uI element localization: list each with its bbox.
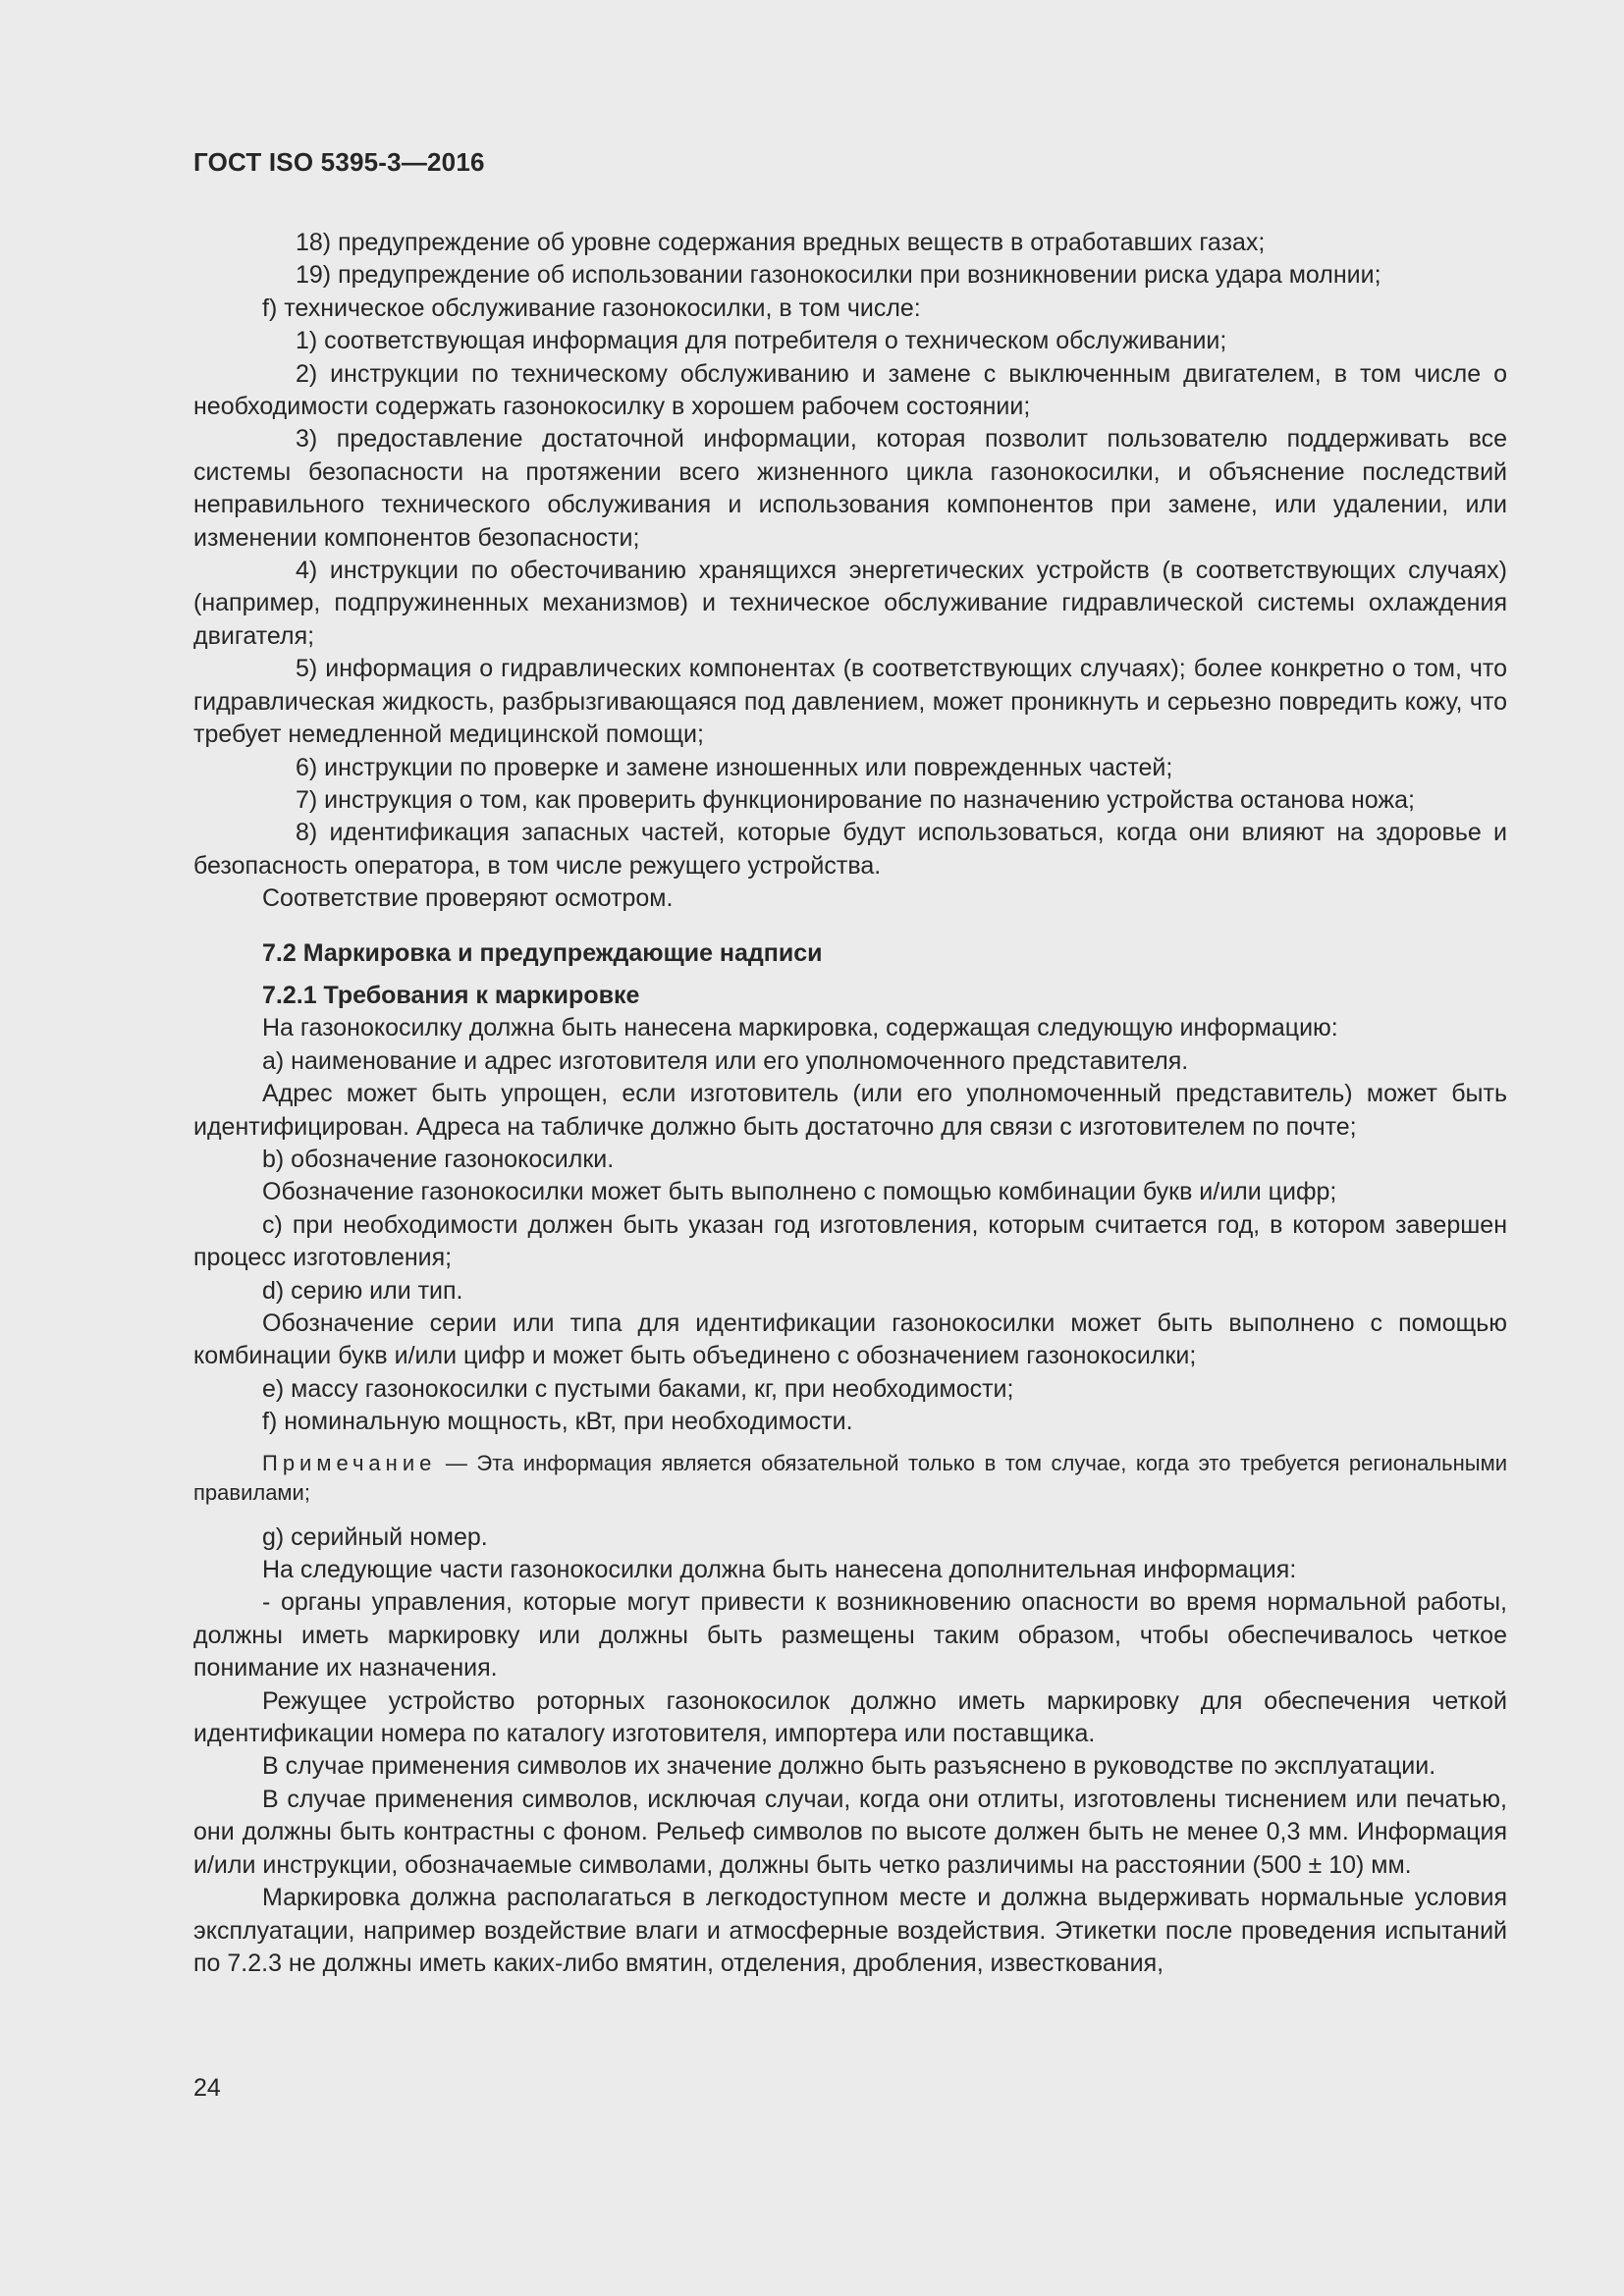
document-body (193, 227, 1507, 1980)
list-item: f) техническое обслуживание газонокосилки, в том числе: (262, 294, 921, 322)
paragraph: Обозначение серии или типа для идентификации газонокосилки может быть выполнено с помощью комбинации букв и/или цифр и может быть объединено с обозначением газонокосилки; (193, 1309, 1507, 1370)
list-item: 5) информация о гидравлических компонентах (в соответствующих случаях); более конкретно о том, что гидравлическая жидкость, разбрызгивающаяся под давлением, может проникнуть и серьезно повредить кожу, что требует немедленной медицинской помощи; (193, 655, 1507, 749)
paragraph: g) серийный номер. (262, 1522, 488, 1551)
note-text: — Эта информация является обязательной только в том случае, когда это требуется региональными правилами; (193, 1450, 1507, 1505)
paragraph: a) наименование и адрес изготовителя или его уполномоченного представителя. (262, 1046, 1189, 1075)
paragraph: Маркировка должна располагаться в легкодоступном месте и должна выдерживать нормальные условия эксплуатации, например воздействие влаги и атмосферные воздействия. Этикетки после проведения испытаний по 7.2.3 не должны иметь каких-либо вмятин, отделения, дробления, известкования, (193, 1884, 1507, 1977)
paragraph: На газонокосилку должна быть нанесена маркировка, содержащая следующую информацию: (262, 1014, 1338, 1042)
list-item: 3) предоставление достаточной информации, которая позволит пользователю поддерживать все системы безопасности на протяжении всего жизненного цикла газонокосилки, и объяснение последствий неправильного технического обслуживания и использования компонентов при замене, или удалении, или изменении компонентов безопасности; (193, 425, 1507, 552)
list-item: 8) идентификация запасных частей, которые будут использоваться, когда они влияют на здоровье и безопасность оператора, в том числе режущего устройства. (193, 819, 1507, 880)
list-item: 1) соответствующая информация для потребителя о техническом обслуживании; (296, 327, 1227, 355)
paragraph: Адрес может быть упрощен, если изготовитель (или его уполномоченный представитель) может быть идентифицирован. Адреса на табличке должно быть достаточно для связи с изготовителем по почте; (193, 1080, 1507, 1141)
note (193, 1449, 1507, 1508)
section-heading-7-2: 7.2 Маркировка и предупреждающие надписи (262, 938, 823, 967)
paragraph: c) при необходимости должен быть указан год изготовления, которым считается год, в котором завершен процесс изготовления; (193, 1210, 1507, 1272)
list-item: 4) инструкции по обесточиванию хранящихся энергетических устройств (в соответствующих случаях) (например, подпружиненных механизмов) и техническое обслуживание гидравлической системы охлаждения двигателя; (193, 557, 1507, 650)
paragraph: e) массу газонокосилки с пустыми баками, кг, при необходимости; (262, 1374, 1014, 1403)
note-label: Примечание (262, 1450, 437, 1475)
paragraph: Обозначение газонокосилки может быть выполнено с помощью комбинации букв и/или цифр; (262, 1178, 1337, 1206)
document-header: ГОСТ ISO 5395-3—2016 (193, 147, 485, 177)
list-item: 18) предупреждение об уровне содержания вредных веществ в отработавших газах; (296, 229, 1266, 256)
paragraph: Режущее устройство роторных газонокосилок должно иметь маркировку для обеспечения четкой идентификации номера по каталогу изготовителя, импортера или поставщика. (193, 1686, 1507, 1748)
list-item: 6) инструкции по проверке и замене изношенных или поврежденных частей; (296, 753, 1173, 781)
paragraph: В случае применения символов, исключая случаи, когда они отлиты, изготовлены тиснением или печатью, они должны быть контрастны с фоном. Рельеф символов по высоте должен быть не менее 0,3 мм. Информация и/или инструкции, обозначаемые символами, должны быть четко различимы на расстоянии (500 ± 10) мм. (193, 1785, 1507, 1879)
paragraph: d) серию или тип. (262, 1276, 463, 1305)
list-item: 7) инструкция о том, как проверить функционирование по назначению устройства останова ножа; (296, 785, 1415, 814)
conformity-paragraph: Соответствие проверяют осмотром. (262, 884, 674, 913)
paragraph: b) обозначение газонокосилки. (262, 1145, 615, 1173)
paragraph: f) номинальную мощность, кВт, при необходимости. (262, 1408, 853, 1436)
paragraph: В случае применения символов их значение должно быть разъяснено в руководстве по эксплуатации. (262, 1752, 1436, 1781)
section-heading-7-2-1: 7.2.1 Требования к маркировке (262, 981, 640, 1009)
list-item: 19) предупреждение об использовании газонокосилки при возникновении риска удара молнии; (296, 261, 1381, 290)
page-number: 24 (193, 2074, 221, 2102)
paragraph: - органы управления, которые могут привести к возникновению опасности во время нормальной работы, должны иметь маркировку или должны быть размещены таким образом, чтобы обеспечивалось четкое понимание их назначения. (193, 1588, 1507, 1682)
list-item: 2) инструкции по техническому обслуживанию и замене с выключенным двигателем, в том числе о необходимости содержать газонокосилку в хорошем рабочем состоянии; (193, 359, 1507, 421)
paragraph: На следующие части газонокосилки должна быть нанесена дополнительная информация: (262, 1556, 1297, 1584)
